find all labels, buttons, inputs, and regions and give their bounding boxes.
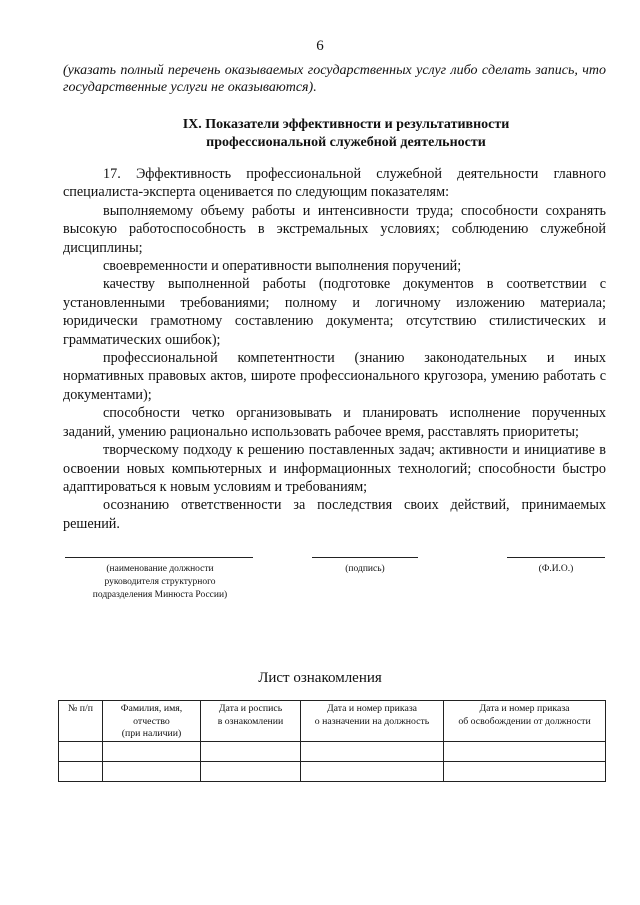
table-cell: [59, 742, 103, 762]
table-cell: [301, 742, 444, 762]
paragraph: профессиональной компетентности (знанию законодательных и иных нормативных правовых актов, широте профессионального кругозора, умению работать с документами);: [63, 350, 606, 403]
table-cell: [103, 762, 201, 782]
header-date-signature: [201, 701, 301, 742]
header-date-signature-line-2: в ознакомлении: [217, 715, 284, 727]
signature-line: [312, 557, 418, 558]
header-appointment-order-line-2: о назначении на должность: [314, 715, 430, 727]
paragraph: качеству выполненной работы (подготовке документов в соответствии с установленными требованиями; полному и логичному изложению материала; юридически грамотному составлению документа; отсутствию стилистических и грамматических ошибок);: [63, 276, 606, 348]
table-cell: [201, 762, 301, 782]
position-caption-line-3: подразделения Минюста России): [92, 590, 228, 600]
table-row: [59, 762, 606, 782]
acquaintance-table: [58, 700, 606, 782]
body-text: [63, 165, 606, 533]
header-appointment-order: [301, 701, 444, 742]
header-full-name-line-2: отчество: [133, 715, 170, 727]
name-caption: (Ф.И.О.): [538, 564, 574, 574]
header-dismissal-order-line-1: Дата и номер приказа: [479, 703, 570, 714]
header-date-signature-line-1: Дата и роспись: [218, 703, 283, 714]
header-dismissal-order: [444, 701, 606, 742]
header-number-label: № п/п: [67, 703, 93, 714]
position-signature-line: [65, 557, 253, 558]
header-appointment-order-line-1: Дата и номер приказа: [326, 703, 418, 714]
header-number: [59, 701, 103, 742]
signature-caption: (подпись): [345, 564, 385, 574]
table-cell: [444, 762, 606, 782]
page-number: 6: [316, 38, 324, 54]
header-full-name-line-1: Фамилия, имя,: [120, 703, 183, 714]
acquaintance-sheet-title: Лист ознакомления: [258, 670, 382, 686]
position-caption: [60, 563, 260, 602]
section-heading: [120, 116, 572, 152]
table-cell: [103, 742, 201, 762]
paragraph: своевременности и оперативности выполнения поручений;: [103, 258, 462, 275]
paragraph: 17. Эффективность профессиональной служебной деятельности главного специалиста-эксперта оценивается по следующим показателям:: [63, 166, 606, 201]
paragraph: осознанию ответственности за последствия своих действий, принимаемых решений.: [63, 497, 606, 532]
table-cell: [201, 742, 301, 762]
table-cell: [444, 742, 606, 762]
position-caption-line-2: руководителя структурного: [104, 577, 216, 587]
section-heading-line-1: IX. Показатели эффективности и результативности: [182, 117, 510, 132]
paragraph: творческому подходу к решению поставленных задач; активности и инициативе в освоении новых компьютерных и информационных технологий; способности быстро адаптироваться к новым условиям и требованиям;: [63, 442, 606, 495]
table-header-row: [59, 701, 606, 742]
table-row: [59, 742, 606, 762]
section-heading-line-2: профессиональной служебной деятельности: [206, 135, 486, 150]
header-dismissal-order-line-2: об освобождении от должности: [458, 715, 591, 727]
intro-note: (указать полный перечень оказываемых государственных услуг либо сделать запись, что государственные услуги не оказываются).: [63, 63, 606, 95]
table-cell: [301, 762, 444, 782]
name-signature-line: [507, 557, 605, 558]
position-caption-line-1: (наименование должности: [106, 564, 214, 574]
paragraph: способности четко организовывать и планировать исполнение порученных заданий, умению рационально использовать рабочее время, расставлять приоритеты;: [63, 405, 606, 440]
table-cell: [59, 762, 103, 782]
header-full-name-line-3: (при наличии): [121, 728, 182, 739]
paragraph: выполняемому объему работы и интенсивности труда; способности сохранять высокую работоспособность в экстремальных условиях; соблюдению служебной дисциплины;: [63, 202, 606, 256]
header-full-name: [103, 701, 201, 742]
